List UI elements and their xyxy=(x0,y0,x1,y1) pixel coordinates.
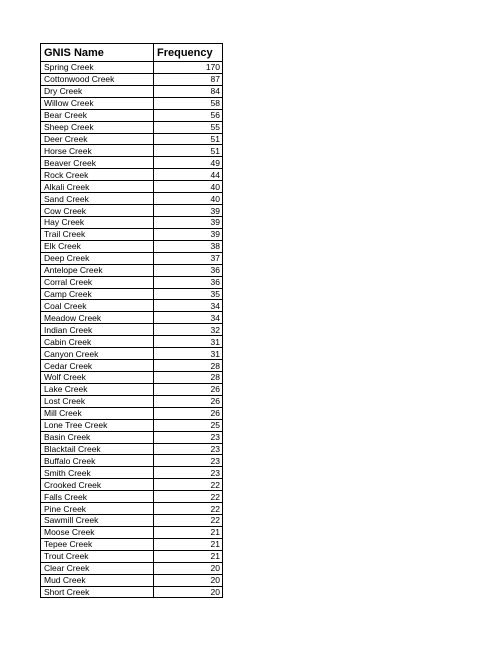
cell-gnis-name: Trout Creek xyxy=(41,550,154,562)
cell-frequency: 35 xyxy=(154,288,223,300)
table-row xyxy=(41,336,223,348)
table-row xyxy=(41,324,223,336)
cell-gnis-name: Willow Creek xyxy=(41,97,154,109)
cell-frequency: 26 xyxy=(154,395,223,407)
cell-frequency: 49 xyxy=(154,157,223,169)
cell-frequency: 21 xyxy=(154,550,223,562)
cell-gnis-name: Camp Creek xyxy=(41,288,154,300)
table-row xyxy=(41,348,223,360)
cell-frequency: 51 xyxy=(154,145,223,157)
cell-frequency: 32 xyxy=(154,324,223,336)
cell-frequency: 55 xyxy=(154,121,223,133)
table-row xyxy=(41,300,223,312)
cell-frequency: 36 xyxy=(154,264,223,276)
cell-gnis-name: Trail Creek xyxy=(41,228,154,240)
cell-gnis-name: Lone Tree Creek xyxy=(41,419,154,431)
cell-frequency: 44 xyxy=(154,169,223,181)
cell-gnis-name: Sawmill Creek xyxy=(41,515,154,527)
cell-gnis-name: Beaver Creek xyxy=(41,157,154,169)
cell-gnis-name: Dry Creek xyxy=(41,85,154,97)
table-row xyxy=(41,181,223,193)
table-row xyxy=(41,193,223,205)
cell-frequency: 39 xyxy=(154,205,223,217)
cell-frequency: 36 xyxy=(154,276,223,288)
cell-gnis-name: Cottonwood Creek xyxy=(41,73,154,85)
table-row xyxy=(41,133,223,145)
table-row xyxy=(41,360,223,372)
table-row xyxy=(41,109,223,121)
table-row xyxy=(41,562,223,574)
table-row xyxy=(41,216,223,228)
table-row xyxy=(41,145,223,157)
cell-frequency: 21 xyxy=(154,538,223,550)
cell-frequency: 20 xyxy=(154,574,223,586)
cell-frequency: 20 xyxy=(154,562,223,574)
cell-frequency: 31 xyxy=(154,348,223,360)
cell-gnis-name: Tepee Creek xyxy=(41,538,154,550)
cell-gnis-name: Pine Creek xyxy=(41,503,154,515)
table-row xyxy=(41,443,223,455)
table-row xyxy=(41,228,223,240)
table-row xyxy=(41,586,223,598)
cell-gnis-name: Spring Creek xyxy=(41,62,154,74)
cell-gnis-name: Meadow Creek xyxy=(41,312,154,324)
table-row xyxy=(41,515,223,527)
cell-frequency: 40 xyxy=(154,181,223,193)
table-row xyxy=(41,395,223,407)
table-row xyxy=(41,371,223,383)
table-row xyxy=(41,407,223,419)
cell-gnis-name: Rock Creek xyxy=(41,169,154,181)
cell-frequency: 87 xyxy=(154,73,223,85)
table-body xyxy=(41,62,223,598)
cell-gnis-name: Corral Creek xyxy=(41,276,154,288)
cell-frequency: 28 xyxy=(154,371,223,383)
cell-frequency: 26 xyxy=(154,383,223,395)
cell-frequency: 51 xyxy=(154,133,223,145)
cell-gnis-name: Basin Creek xyxy=(41,431,154,443)
table-row xyxy=(41,97,223,109)
cell-gnis-name: Elk Creek xyxy=(41,240,154,252)
cell-gnis-name: Horse Creek xyxy=(41,145,154,157)
table-row xyxy=(41,205,223,217)
cell-frequency: 170 xyxy=(154,62,223,74)
cell-gnis-name: Sheep Creek xyxy=(41,121,154,133)
cell-gnis-name: Clear Creek xyxy=(41,562,154,574)
cell-frequency: 23 xyxy=(154,431,223,443)
cell-gnis-name: Cedar Creek xyxy=(41,360,154,372)
table-row xyxy=(41,264,223,276)
table-row xyxy=(41,503,223,515)
table-row xyxy=(41,62,223,74)
cell-gnis-name: Crooked Creek xyxy=(41,479,154,491)
table-row xyxy=(41,240,223,252)
cell-gnis-name: Sand Creek xyxy=(41,193,154,205)
cell-frequency: 34 xyxy=(154,312,223,324)
cell-frequency: 39 xyxy=(154,216,223,228)
table-header xyxy=(41,44,223,62)
cell-frequency: 22 xyxy=(154,515,223,527)
table-row xyxy=(41,550,223,562)
cell-gnis-name: Hay Creek xyxy=(41,216,154,228)
cell-gnis-name: Moose Creek xyxy=(41,526,154,538)
cell-frequency: 22 xyxy=(154,503,223,515)
table-row xyxy=(41,383,223,395)
cell-gnis-name: Cabin Creek xyxy=(41,336,154,348)
table-row xyxy=(41,574,223,586)
cell-gnis-name: Alkali Creek xyxy=(41,181,154,193)
table-row xyxy=(41,467,223,479)
table-row xyxy=(41,85,223,97)
cell-gnis-name: Indian Creek xyxy=(41,324,154,336)
cell-gnis-name: Deer Creek xyxy=(41,133,154,145)
cell-gnis-name: Bear Creek xyxy=(41,109,154,121)
table-row xyxy=(41,491,223,503)
cell-gnis-name: Buffalo Creek xyxy=(41,455,154,467)
cell-gnis-name: Blacktail Creek xyxy=(41,443,154,455)
cell-frequency: 37 xyxy=(154,252,223,264)
table-row xyxy=(41,431,223,443)
table-row xyxy=(41,276,223,288)
cell-frequency: 28 xyxy=(154,360,223,372)
cell-frequency: 56 xyxy=(154,109,223,121)
cell-gnis-name: Lost Creek xyxy=(41,395,154,407)
cell-frequency: 22 xyxy=(154,479,223,491)
cell-gnis-name: Smith Creek xyxy=(41,467,154,479)
cell-gnis-name: Mud Creek xyxy=(41,574,154,586)
cell-frequency: 23 xyxy=(154,455,223,467)
cell-frequency: 21 xyxy=(154,526,223,538)
cell-frequency: 25 xyxy=(154,419,223,431)
cell-frequency: 84 xyxy=(154,85,223,97)
cell-frequency: 40 xyxy=(154,193,223,205)
table-row xyxy=(41,419,223,431)
header-frequency: Frequency xyxy=(154,44,223,62)
table-row xyxy=(41,157,223,169)
cell-gnis-name: Mill Creek xyxy=(41,407,154,419)
table-row xyxy=(41,479,223,491)
table-row xyxy=(41,169,223,181)
cell-gnis-name: Cow Creek xyxy=(41,205,154,217)
cell-gnis-name: Coal Creek xyxy=(41,300,154,312)
frequency-table xyxy=(40,43,223,598)
header-gnis-name: GNIS Name xyxy=(41,44,154,62)
cell-frequency: 31 xyxy=(154,336,223,348)
table-row xyxy=(41,538,223,550)
cell-gnis-name: Antelope Creek xyxy=(41,264,154,276)
cell-frequency: 22 xyxy=(154,491,223,503)
cell-frequency: 58 xyxy=(154,97,223,109)
cell-frequency: 20 xyxy=(154,586,223,598)
header-row xyxy=(41,44,223,62)
cell-frequency: 23 xyxy=(154,443,223,455)
table-row xyxy=(41,121,223,133)
table-row xyxy=(41,312,223,324)
cell-gnis-name: Falls Creek xyxy=(41,491,154,503)
table-row xyxy=(41,73,223,85)
cell-gnis-name: Deep Creek xyxy=(41,252,154,264)
table-row xyxy=(41,288,223,300)
cell-gnis-name: Canyon Creek xyxy=(41,348,154,360)
cell-gnis-name: Lake Creek xyxy=(41,383,154,395)
cell-frequency: 38 xyxy=(154,240,223,252)
table-row xyxy=(41,252,223,264)
cell-frequency: 34 xyxy=(154,300,223,312)
cell-frequency: 23 xyxy=(154,467,223,479)
cell-gnis-name: Wolf Creek xyxy=(41,371,154,383)
table-row xyxy=(41,455,223,467)
table-row xyxy=(41,526,223,538)
cell-frequency: 26 xyxy=(154,407,223,419)
cell-gnis-name: Short Creek xyxy=(41,586,154,598)
cell-frequency: 39 xyxy=(154,228,223,240)
